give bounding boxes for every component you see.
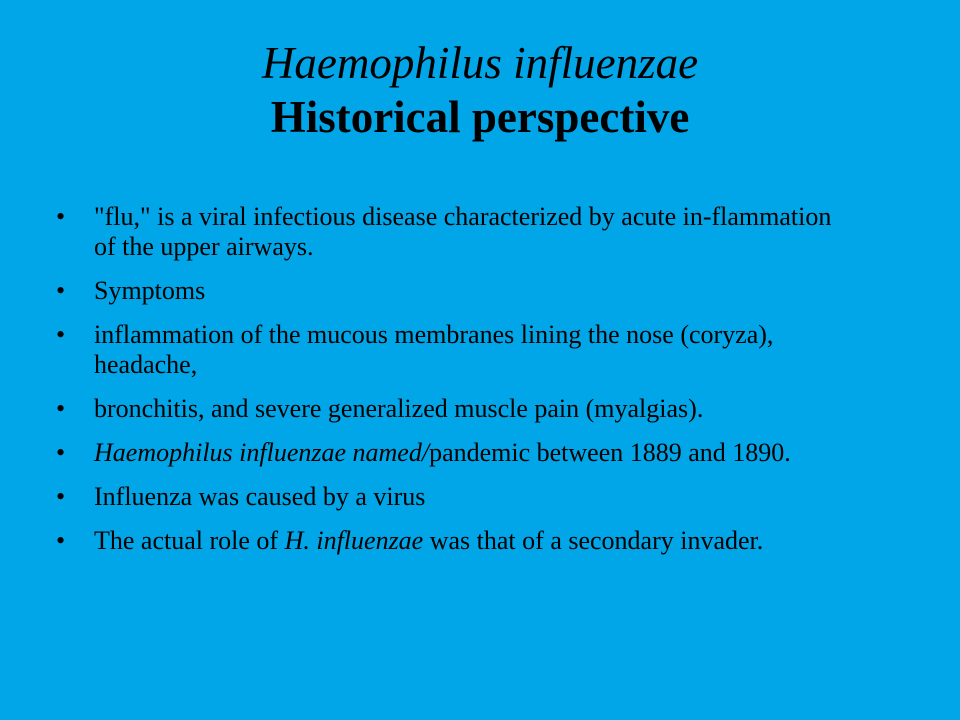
bullet-text: "flu," is a viral infectious disease characterized by acute in-flammation of the upper airways. — [94, 202, 832, 261]
bullet-text-after: was that of a secondary invader. — [423, 526, 764, 555]
bullet-text: pandemic between 1889 and 1890. — [429, 438, 791, 467]
bullet-list — [56, 202, 856, 570]
title-organism-name: Haemophilus influenzae — [261, 38, 699, 88]
bullet-dot-icon: • — [56, 320, 66, 349]
bullet-dot-icon: • — [56, 482, 66, 511]
bullet-item-bronchitis — [56, 394, 856, 424]
bullet-item-flu-definition — [56, 202, 856, 262]
slide-title — [0, 36, 960, 144]
bullet-text: Symptoms — [94, 276, 206, 305]
bullet-item-virus — [56, 482, 856, 512]
bullet-text: inflammation of the mucous membranes lining the nose (coryza), headache, — [94, 320, 774, 379]
bullet-item-pandemic — [56, 438, 856, 468]
title-subtitle: Historical perspective — [270, 92, 690, 142]
bullet-dot-icon: • — [56, 276, 66, 305]
bullet-dot-icon: • — [56, 202, 66, 231]
bullet-dot-icon: • — [56, 394, 66, 423]
bullet-item-symptoms — [56, 276, 856, 306]
bullet-text: bronchitis, and severe generalized muscle pain (myalgias). — [94, 394, 704, 423]
bullet-text: Influenza was caused by a virus — [94, 482, 426, 511]
bullet-item-inflammation — [56, 320, 856, 380]
bullet-italic-text: H. influenzae — [284, 526, 424, 555]
bullet-item-secondary-invader — [56, 526, 856, 556]
bullet-text-before: The actual role of — [94, 526, 285, 555]
bullet-dot-icon: • — [56, 526, 66, 555]
bullet-dot-icon: • — [56, 438, 66, 467]
bullet-italic-text: Haemophilus influenzae named/ — [94, 438, 430, 467]
